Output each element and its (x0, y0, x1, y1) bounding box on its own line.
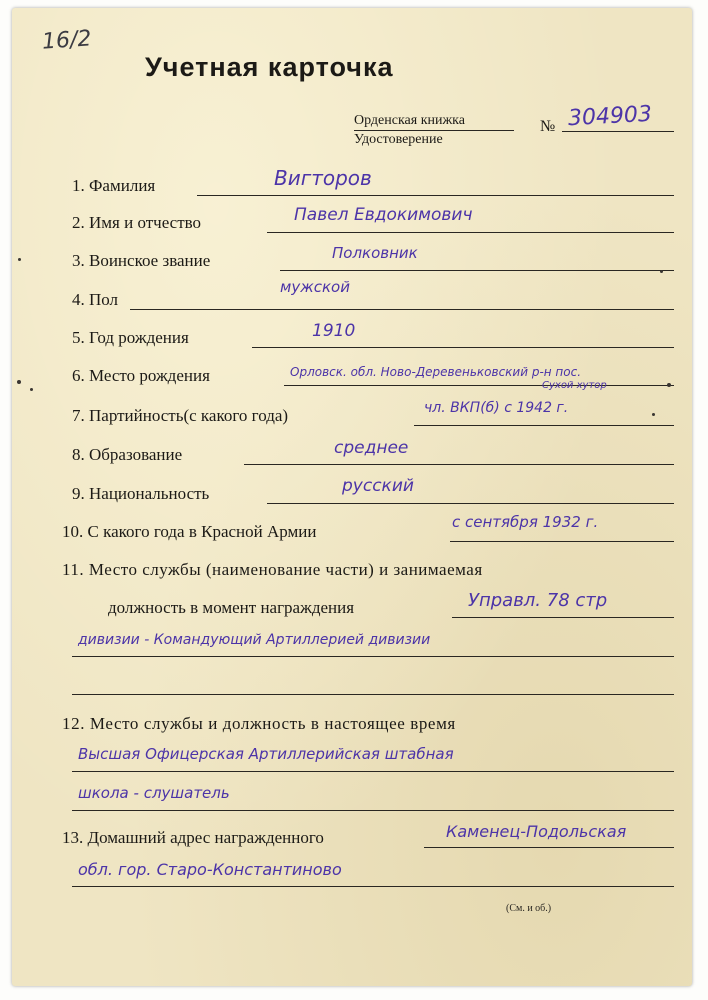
field-value-birth-year: 1910 (312, 321, 356, 341)
field-value-surname: Вигторов (274, 166, 372, 190)
field-label-birthplace: 6. Место рождения (72, 366, 210, 385)
field-line (252, 347, 674, 348)
field-line (72, 810, 674, 811)
paper-speck (652, 413, 655, 416)
field-label-education: 8. Образование (72, 445, 183, 464)
field-line (414, 425, 674, 426)
field-value-birthplace: Орловск. обл. Ново-Деревеньковский р-н пос. (290, 365, 582, 379)
field-line (72, 771, 674, 772)
footer-note: (См. и об.) (506, 903, 552, 914)
field-value-education: среднее (334, 438, 409, 458)
paper-speck (18, 258, 21, 261)
paper-speck (667, 383, 671, 387)
field-line (130, 309, 674, 310)
document-type (354, 112, 514, 148)
number-underline (562, 131, 674, 132)
number-sign: № (540, 118, 556, 135)
field-value-current-service-line1: Высшая Офицерская Артиллерийская штабная (78, 745, 454, 763)
field-label-name: 2. Имя и отчество (72, 213, 202, 232)
paper-speck (660, 270, 663, 273)
doc-type-certificate: Удостоверение (354, 132, 443, 147)
document-number: 304903 (567, 101, 653, 132)
card-title: Учетная карточка (145, 52, 394, 82)
field-label-home-address: 13. Домашний адрес награжденного (62, 828, 324, 847)
field-line (72, 694, 674, 695)
field-value-sex: мужской (280, 278, 350, 296)
field-value-home-address: Каменец-Подольская (446, 822, 627, 841)
field-value-rank: Полковник (332, 244, 418, 262)
field-value-home-address-line2: обл. гор. Старо-Константиново (78, 860, 342, 879)
field-label-nationality: 9. Национальность (72, 484, 210, 503)
field-label-rank: 3. Воинское звание (72, 251, 211, 270)
field-line (244, 464, 674, 465)
field-label-party: 7. Партийность(с какого года) (72, 406, 289, 425)
field-line (197, 195, 674, 196)
pencil-annotation: 16/2 (41, 26, 93, 55)
field-line (267, 232, 674, 233)
field-line (72, 886, 674, 887)
field-line (72, 656, 674, 657)
field-value-birthplace-extra: Сухой хутор (542, 380, 607, 391)
field-value-party: чл. ВКП(б) с 1942 г. (424, 400, 569, 416)
field-value-army-since: с сентября 1932 г. (452, 513, 599, 531)
field-line (450, 541, 674, 542)
field-label-surname: 1. Фамилия (72, 176, 156, 195)
doc-type-order-book: Орденская книжка (354, 112, 514, 131)
field-line (284, 385, 674, 386)
field-line (267, 503, 674, 504)
field-label-current-service: 12. Место службы и должность в настоящее время (62, 714, 456, 733)
field-value-service-place-line2: дивизии - Командующий Артиллерией дивизии (78, 632, 431, 648)
field-line (280, 270, 674, 271)
field-line (424, 847, 674, 848)
field-value-name: Павел Евдокимович (294, 205, 473, 225)
field-value-current-service-line2: школа - слушатель (78, 784, 230, 802)
field-line (452, 617, 674, 618)
field-label-birth-year: 5. Год рождения (72, 328, 189, 347)
record-card (12, 8, 692, 986)
field-label-service-place-line2: должность в момент награждения (108, 598, 355, 617)
paper-speck (17, 380, 21, 384)
field-label-service-place-line1: 11. Место службы (наименование части) и занимаемая (62, 560, 483, 579)
paper-speck (30, 388, 33, 391)
field-label-army-since: 10. С какого года в Красной Армии (62, 522, 317, 541)
field-value-service-place: Управл. 78 стр (468, 590, 608, 611)
field-label-sex: 4. Пол (72, 290, 119, 309)
field-value-nationality: русский (342, 476, 414, 496)
